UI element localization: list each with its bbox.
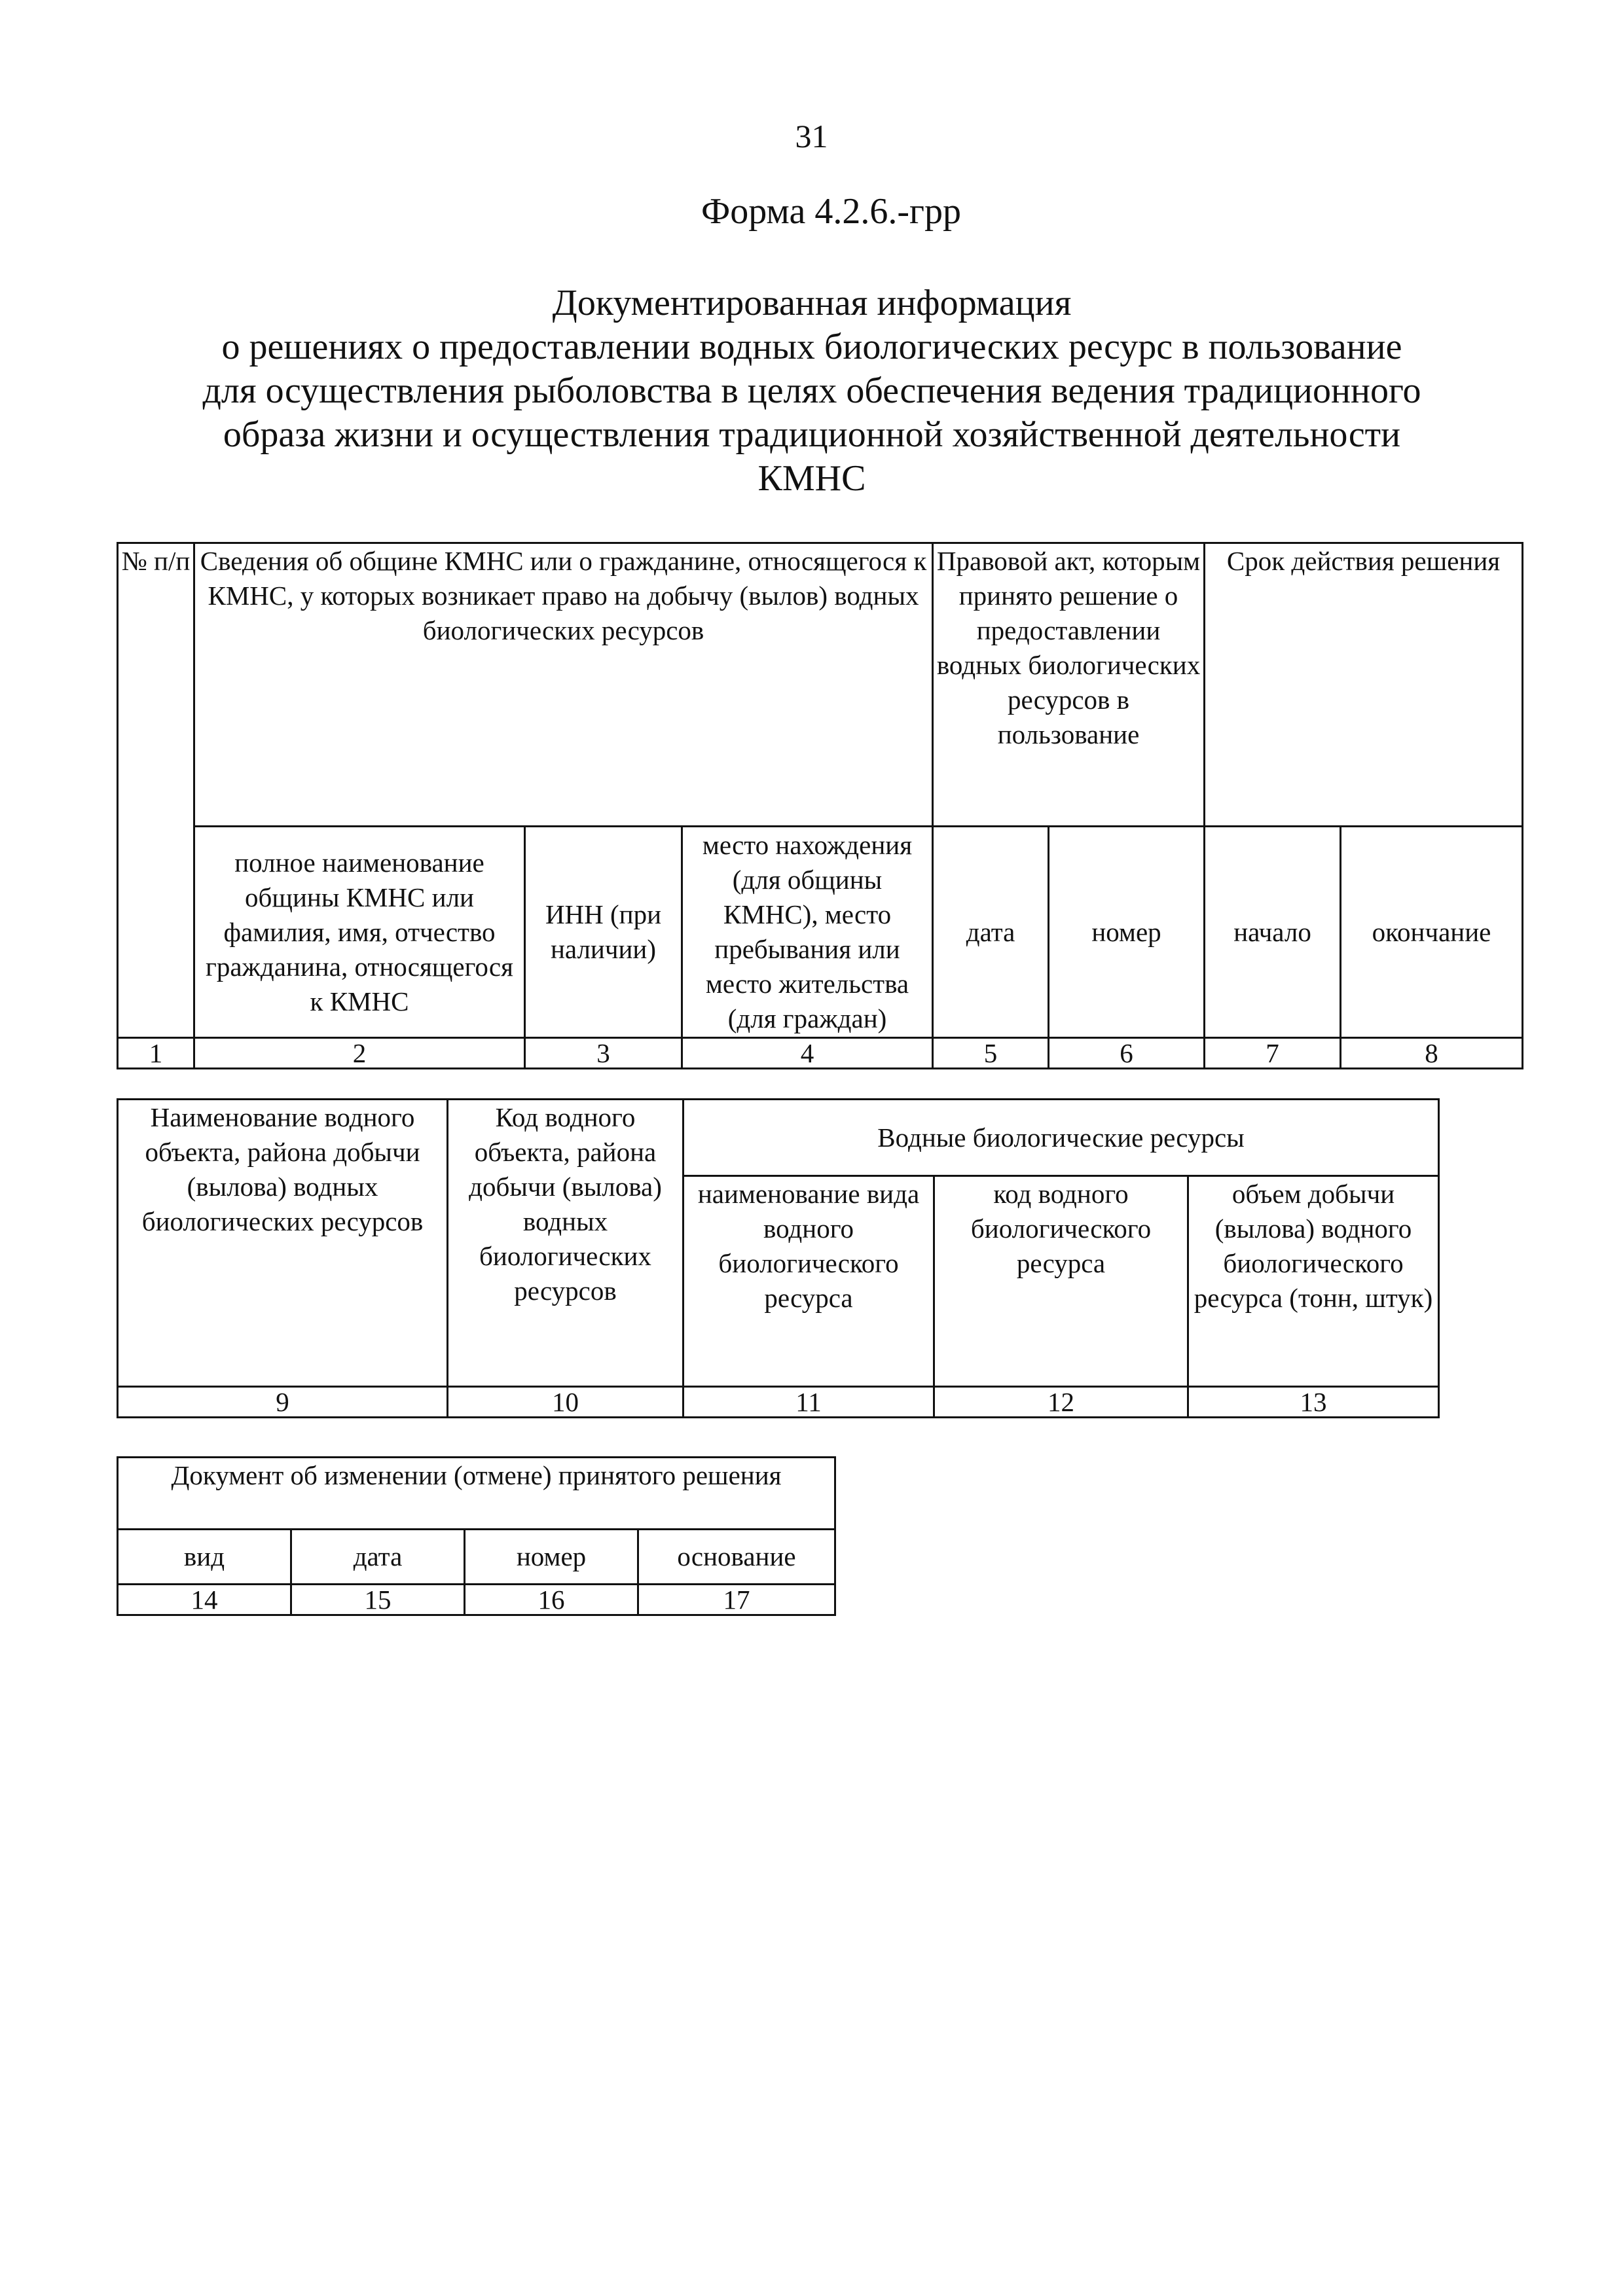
form-code: Форма 4.2.6.-грр — [701, 191, 961, 232]
column-number: 4 — [682, 1038, 933, 1069]
title-line: КМНС — [757, 458, 866, 499]
title-line: о решениях о предоставлении водных биологических ресурс в пользование — [221, 327, 1402, 367]
header-catch-volume: объем добычи (вылова) водного биологического ресурса (тонн, штук) — [1188, 1176, 1439, 1387]
title-line: для осуществления рыболовства в целях обеспечения ведения традиционного — [202, 370, 1421, 411]
title-line: Документированная информация — [552, 283, 1072, 323]
header-full-name: полное наименование общины КМНС или фамилия, имя, отчество гражданина, относящегося к КМНС — [194, 827, 525, 1038]
header-decision-term: Срок действия решения — [1205, 543, 1523, 827]
column-number: 8 — [1341, 1038, 1523, 1069]
change-document-table — [117, 1456, 836, 1616]
column-number: 7 — [1205, 1038, 1341, 1069]
column-number: 3 — [525, 1038, 682, 1069]
header-bio-resources: Водные биологические ресурсы — [684, 1100, 1439, 1176]
title-line: образа жизни и осуществления традиционной хозяйственной деятельности — [223, 414, 1401, 455]
header-water-object-name: Наименование водного объекта, района добычи (вылова) водных биологических ресурсов — [118, 1100, 448, 1387]
header-act-number: номер — [1049, 827, 1205, 1038]
column-number: 12 — [934, 1387, 1188, 1418]
decision-info-table — [117, 542, 1523, 1069]
column-number: 10 — [448, 1387, 684, 1418]
header-legal-act: Правовой акт, которым принято решение о предоставлении водных биологических ресурсов в пользование — [933, 543, 1205, 827]
header-doc-kind: вид — [118, 1530, 291, 1585]
header-doc-basis: основание — [638, 1530, 835, 1585]
header-term-start: начало — [1205, 827, 1341, 1038]
column-number: 16 — [465, 1585, 638, 1615]
header-resource-code: код водного биологического ресурса — [934, 1176, 1188, 1387]
column-number: 2 — [194, 1038, 525, 1069]
column-number: 13 — [1188, 1387, 1439, 1418]
column-number: 1 — [118, 1038, 194, 1069]
column-number: 6 — [1049, 1038, 1205, 1069]
column-number: 17 — [638, 1585, 835, 1615]
header-term-end: окончание — [1341, 827, 1523, 1038]
column-number: 11 — [684, 1387, 934, 1418]
document-title — [131, 281, 1493, 501]
header-location: место нахождения (для общины КМНС), место пребывания или место жительства (для граждан) — [682, 827, 933, 1038]
header-community-info: Сведения об общине КМНС или о гражданине, относящегося к КМНС, у которых возникает право на добычу (вылов) водных биологических ресурсов — [194, 543, 933, 827]
column-number: 9 — [118, 1387, 448, 1418]
header-act-date: дата — [933, 827, 1049, 1038]
header-water-object-code: Код водного объекта, района добычи (вылова) водных биологических ресурсов — [448, 1100, 684, 1387]
column-number: 14 — [118, 1585, 291, 1615]
water-resources-table — [117, 1098, 1440, 1418]
header-doc-date: дата — [291, 1530, 465, 1585]
header-species-name: наименование вида водного биологического ресурса — [684, 1176, 934, 1387]
page-number: 31 — [795, 118, 828, 154]
header-change-document: Документ об изменении (отмене) принятого решения — [118, 1458, 835, 1530]
header-row-number: № п/п — [118, 543, 194, 1038]
header-inn: ИНН (при наличии) — [525, 827, 682, 1038]
column-number: 5 — [933, 1038, 1049, 1069]
column-number: 15 — [291, 1585, 465, 1615]
header-doc-number: номер — [465, 1530, 638, 1585]
